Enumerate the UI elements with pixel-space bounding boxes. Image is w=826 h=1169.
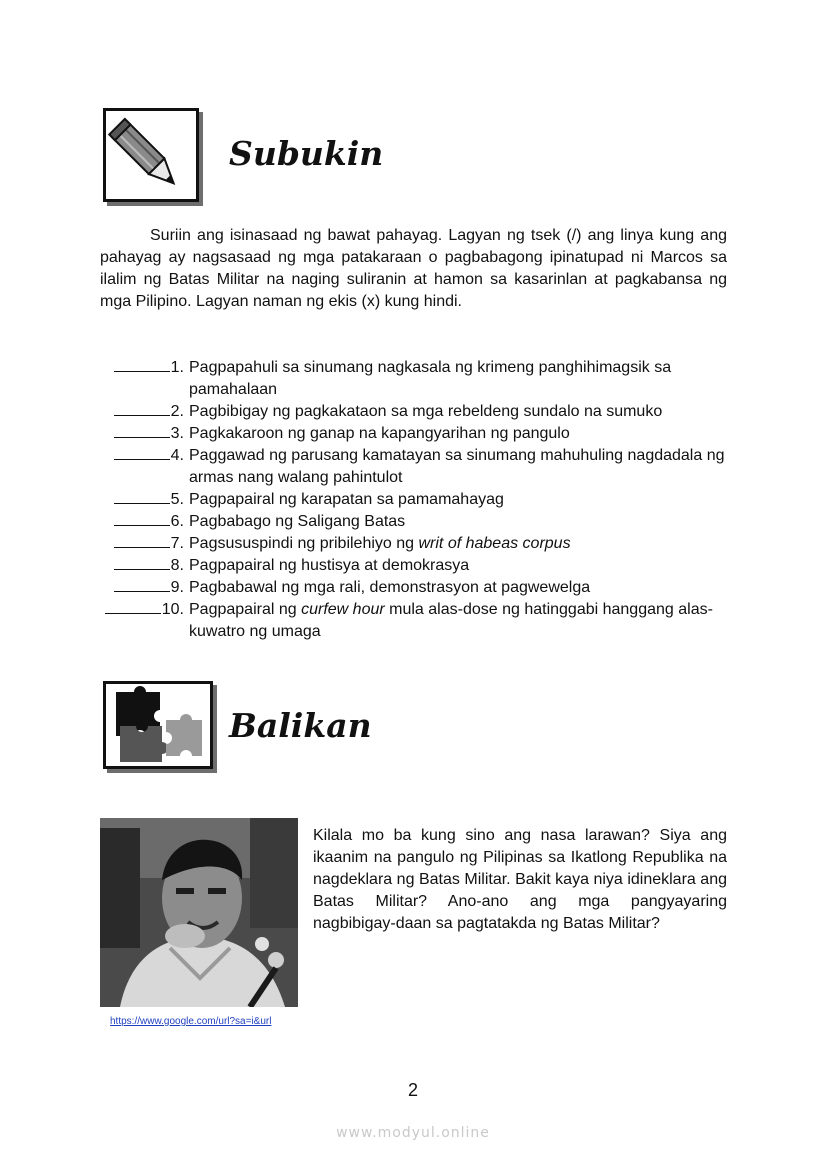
item-number: 7. — [170, 535, 184, 552]
item-text: Pagbabago ng Saligang Batas — [189, 513, 406, 530]
answer-blank[interactable] — [114, 577, 170, 592]
item-number: 5. — [170, 491, 184, 508]
image-source-link[interactable]: https://www.google.com/url?sa=i&url — [110, 1016, 272, 1027]
answer-blank[interactable] — [114, 401, 170, 416]
item-italic-term: curfew hour — [301, 601, 385, 618]
answer-blank[interactable] — [114, 423, 170, 438]
subukin-heading: Subukin — [229, 134, 384, 173]
list-item — [100, 401, 740, 423]
item-number: 2. — [170, 403, 184, 420]
pencil-icon — [103, 108, 199, 202]
item-text: Pagpapairal ng — [189, 601, 302, 618]
page-number: 2 — [407, 1080, 418, 1100]
item-number: 10. — [161, 601, 184, 618]
answer-blank[interactable] — [114, 511, 170, 526]
item-text-after: mula alas-dose ng hatinggabi hanggang alas-kuwatro ng umaga — [189, 601, 713, 640]
item-text: Paggawad ng parusang kamatayan sa sinumang mahuhuling nagdadala ng armas nang walang pahintulot — [189, 447, 725, 486]
item-number: 1. — [170, 359, 184, 376]
list-item — [100, 423, 740, 445]
marcos-photo — [100, 818, 298, 1007]
item-text: Pagpapahuli sa sinumang nagkasala ng krimeng panghihimagsik sa pamahalaan — [189, 359, 672, 398]
list-item — [100, 357, 740, 401]
list-item — [100, 511, 740, 533]
item-number: 6. — [170, 513, 184, 530]
watermark: www.modyul.online — [336, 1125, 490, 1141]
answer-blank[interactable] — [114, 357, 170, 372]
answer-blank[interactable] — [114, 489, 170, 504]
instructions-text: Suriin ang isinasaad ng bawat pahayag. Lagyan ng tsek (/) ang linya kung ang pahayag ay nagsasaad ng mga patakaraan o pagbabagong ipinatupad ni Marcos sa ilalim ng Batas Militar na naging suliranin at hamon sa kasarinlan at pagkabansa ng mga Pilipino. Lagyan naman ng ekis (x) kung hindi. — [100, 227, 727, 310]
list-item — [100, 533, 740, 555]
list-item — [100, 489, 740, 511]
item-number: 4. — [170, 447, 184, 464]
puzzle-icon — [103, 681, 213, 769]
item-text: Pagbabawal ng mga rali, demonstrasyon at pagwewelga — [189, 579, 591, 596]
list-item — [100, 599, 740, 643]
balikan-paragraph: Kilala mo ba kung sino ang nasa larawan? Siya ang ikaanim na pangulo ng Pilipinas sa Ikatlong Republika na nagdeklara ng Batas Militar. Bakit kaya niya idineklara ang Batas Militar? Ano-ano ang mga pangyayaring nagbibigay-daan sa pagtatakda ng Batas Militar? — [313, 827, 727, 932]
subukin-instructions — [100, 225, 727, 313]
item-number: 9. — [170, 579, 184, 596]
answer-blank[interactable] — [105, 599, 161, 614]
answer-blank[interactable] — [114, 555, 170, 570]
answer-blank[interactable] — [114, 533, 170, 548]
list-item — [100, 555, 740, 577]
item-text: Pagpapairal ng hustisya at demokrasya — [189, 557, 470, 574]
item-text: Pagbibigay ng pagkakataon sa mga rebeldeng sundalo na sumuko — [189, 403, 663, 420]
list-item — [100, 445, 740, 489]
item-number: 3. — [170, 425, 184, 442]
item-italic-term: writ of habeas corpus — [418, 535, 571, 552]
answer-blank[interactable] — [114, 445, 170, 460]
item-text: Pagpapairal ng karapatan sa pamamahayag — [189, 491, 504, 508]
list-item — [100, 577, 740, 599]
subukin-item-list — [100, 357, 740, 643]
item-number: 8. — [170, 557, 184, 574]
item-text: Pagkakaroon ng ganap na kapangyarihan ng pangulo — [189, 425, 570, 442]
item-text: Pagsususpindi ng pribilehiyo ng — [189, 535, 419, 552]
balikan-heading: Balikan — [229, 706, 372, 745]
